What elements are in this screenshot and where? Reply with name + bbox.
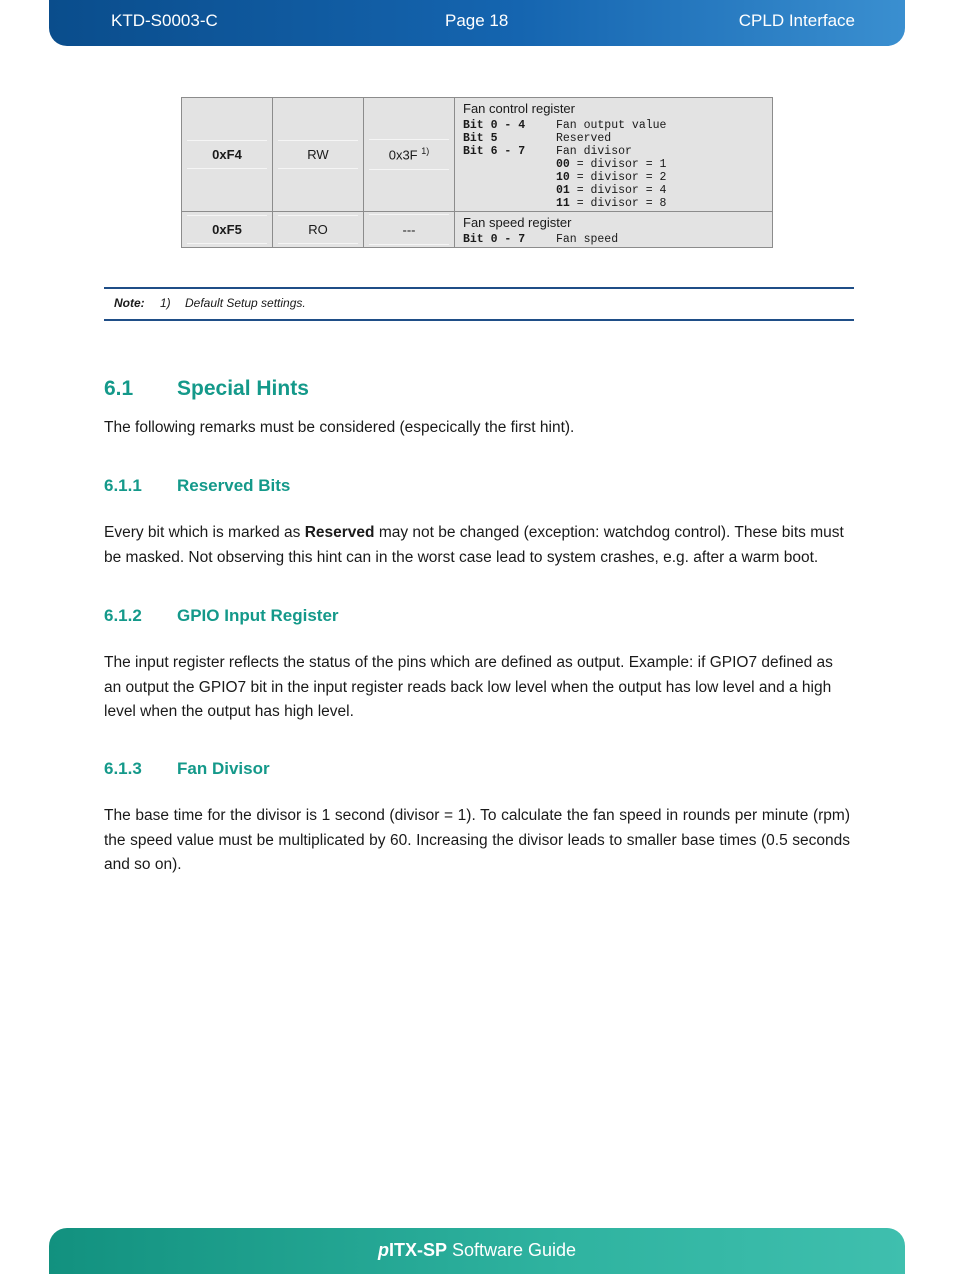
section-heading-6-1-3 — [104, 759, 270, 779]
section-number: 6.1.1 — [104, 476, 142, 495]
footnote-marker: 1) — [421, 146, 430, 157]
section-number: 6.1 — [104, 377, 134, 400]
section-title: Special Hints — [177, 377, 309, 400]
brand-name: ITX-SP — [388, 1240, 447, 1260]
bit-list — [463, 233, 764, 246]
footer-title — [49, 1240, 905, 1261]
bit-row: Bit 5 Reserved — [463, 132, 612, 145]
bit-row: 00 = divisor = 1 — [556, 158, 667, 171]
note-label: Note: — [114, 296, 145, 310]
page-footer — [49, 1228, 905, 1274]
register-default: --- — [369, 214, 449, 244]
section-heading-6-1-1 — [104, 476, 290, 496]
section-heading-6-1-2 — [104, 606, 339, 626]
register-access: RW — [278, 140, 358, 169]
page-number: Page 18 — [445, 11, 509, 30]
section-title: GPIO Input Register — [177, 606, 339, 625]
reserved-emphasis: Reserved — [304, 524, 375, 541]
register-description-title: Fan control register — [463, 101, 575, 116]
section-number: 6.1.2 — [104, 606, 142, 625]
note-text: Default Setup settings. — [185, 296, 306, 310]
guide-title: Software Guide — [446, 1240, 577, 1260]
section-title: Fan Divisor — [177, 759, 270, 778]
register-default: 0x3F $^{1)}$ — [369, 139, 449, 169]
table-row — [182, 98, 773, 212]
bit-row: Bit 0 - 7 Fan speed — [463, 233, 619, 246]
bit-list — [463, 119, 764, 210]
register-address: 0xF4 — [187, 140, 267, 169]
register-description — [455, 98, 773, 212]
section-title: Reserved Bits — [177, 476, 291, 495]
register-address: 0xF5 — [187, 215, 267, 244]
note-marker: 1) — [160, 296, 171, 310]
bit-row: Bit 6 - 7 Fan divisor — [463, 145, 632, 158]
table-row — [182, 212, 773, 248]
fan-divisor-paragraph: The base time for the divisor is 1 second (divisor = 1). To calculate the fan speed in rounds per minute (rpm) the speed value must be multiplicated by 60. Increasing the divisor leads to smaller base times (0.5 seconds and so on). — [104, 807, 850, 873]
page-header — [49, 0, 905, 46]
section-intro: The following remarks must be considered (especically the first hint). — [104, 419, 575, 436]
section-heading-6-1 — [104, 377, 309, 401]
register-description — [455, 212, 773, 248]
gpio-paragraph: The input register reflects the status of the pins which are defined as output. Example: if GPIO7 defined as an output the GPIO7 bit in the input register reads back low level when the output has low level and a high level when the output has high level. — [104, 654, 833, 720]
register-table — [181, 97, 773, 248]
register-description-title: Fan speed register — [463, 215, 572, 230]
bit-row: 01 = divisor = 4 — [556, 184, 667, 197]
chapter-title: CPLD Interface — [738, 11, 855, 30]
bit-row: 10 = divisor = 2 — [556, 171, 667, 184]
reserved-bits-paragraph: Every bit which is marked as Reserved may not be changed (exception: watchdog control). These bits must be masked. Not observing this hint can in the worst case lead to system crashes, e.g. after a warm boot. — [104, 524, 844, 566]
table-note — [104, 287, 854, 321]
bit-row: 11 = divisor = 8 — [556, 197, 667, 210]
register-access: RO — [278, 215, 358, 244]
document-id: KTD-S0003-C — [111, 11, 218, 30]
brand-prefix: p — [377, 1240, 389, 1260]
section-number: 6.1.3 — [104, 759, 142, 778]
bit-row: Bit 0 - 4 Fan output value — [463, 119, 667, 132]
